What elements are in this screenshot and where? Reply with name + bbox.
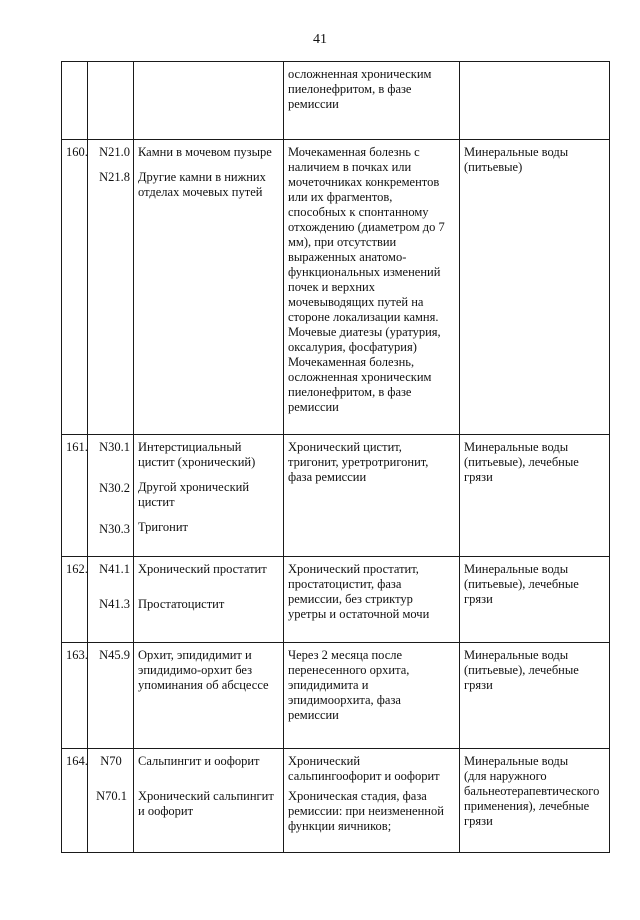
condition-line: функции яичников; <box>288 819 392 833</box>
resource-line: (питьевые) <box>464 160 523 174</box>
resource-line: (питьевые), лечебные <box>464 455 579 469</box>
condition-line: оксалурия, фосфатурия) <box>288 340 417 354</box>
disease-name-line: цистит (хронический) <box>138 455 256 469</box>
table-row-162 <box>62 557 610 643</box>
icd-code: N41.3 <box>99 597 130 611</box>
disease-name-line: упоминания об абсцессе <box>138 678 269 692</box>
condition-line: простатоцистит, фаза <box>288 577 402 591</box>
disease-name-line: Простатоцистит <box>138 597 225 611</box>
disease-name-line: Сальпингит и оофорит <box>138 754 260 768</box>
disease-name-line: Другие камни в нижних <box>138 170 266 184</box>
condition-line: отхождению (диаметром до 7 <box>288 220 445 234</box>
disease-name-line: Камни в мочевом пузыре <box>138 145 272 159</box>
condition-line: пиелонефритом, в фазе <box>288 82 412 96</box>
condition-line: сальпингоофорит и оофорит <box>288 769 440 783</box>
resource-cell <box>460 140 610 435</box>
condition-line: осложненная хроническим <box>288 67 432 81</box>
disease-name-line: Интерстициальный <box>138 440 242 454</box>
condition-line: Хроническая стадия, фаза <box>288 789 427 803</box>
disease-name-cell <box>134 557 284 643</box>
condition-line: мочеточниках конкрементов <box>288 175 440 189</box>
condition-line: эпидидимита и <box>288 678 369 692</box>
disease-name-cell <box>134 749 284 853</box>
resource-cell <box>460 643 610 749</box>
disease-name-cell <box>134 643 284 749</box>
row-number-cell: 161. <box>62 435 88 557</box>
condition-line: тригонит, уретротригонит, <box>288 455 429 469</box>
resource-cell <box>460 557 610 643</box>
table-row-163 <box>62 643 610 749</box>
disease-name-cell <box>134 62 284 140</box>
condition-line: ремиссии: при неизмененной <box>288 804 444 818</box>
condition-line: Мочекаменная болезнь, <box>288 355 415 369</box>
icd-code: N21.8 <box>99 170 130 184</box>
resource-line: грязи <box>464 678 493 692</box>
disease-name-line: эпидидимо-орхит без <box>138 663 253 677</box>
icd-code: N30.2 <box>99 481 130 495</box>
resource-line: грязи <box>464 470 493 484</box>
icd-code-cell <box>88 749 134 853</box>
condition-line: или их фрагментов, <box>288 190 393 204</box>
condition-line: ремиссии <box>288 400 339 414</box>
resource-line: (питьевые), лечебные <box>464 577 579 591</box>
condition-line: Хронический цистит, <box>288 440 402 454</box>
condition-line: пиелонефритом, в фазе <box>288 385 412 399</box>
condition-line: ремиссии, без стриктур <box>288 592 413 606</box>
row-number-cell <box>62 62 88 140</box>
icd-code: N41.1 <box>99 562 130 576</box>
condition-line: Хронический простатит, <box>288 562 419 576</box>
icd-code-cell <box>88 435 134 557</box>
disease-name-cell <box>134 140 284 435</box>
disease-name-line: Хронический сальпингит <box>138 789 274 803</box>
condition-line: Мочекаменная болезнь с <box>288 145 420 159</box>
disease-name-line: Орхит, эпидидимит и <box>138 648 252 662</box>
resource-line: грязи <box>464 814 493 828</box>
condition-line: эпидимоорхита, фаза <box>288 693 401 707</box>
condition-line: Через 2 месяца после <box>288 648 403 662</box>
disease-name-cell <box>134 435 284 557</box>
condition-cell <box>284 62 460 140</box>
disease-name-line: и оофорит <box>138 804 194 818</box>
resource-line: бальнеотерапевтического <box>464 784 600 798</box>
row-number-cell: 164. <box>62 749 88 853</box>
resource-line: применения), лечебные <box>464 799 590 813</box>
disease-resort-table <box>61 61 610 853</box>
disease-name-line: отделах мочевых путей <box>138 185 263 199</box>
resource-line: Минеральные воды <box>464 562 569 576</box>
resource-cell <box>460 435 610 557</box>
icd-code-cell <box>88 557 134 643</box>
icd-code: N30.1 <box>99 440 130 454</box>
resource-line: Минеральные воды <box>464 440 569 454</box>
disease-name-line: цистит <box>138 495 175 509</box>
condition-line: уретры и остаточной мочи <box>288 607 430 621</box>
resource-line: (питьевые), лечебные <box>464 663 579 677</box>
condition-cell <box>284 435 460 557</box>
page-number: 41 <box>313 32 327 47</box>
table-row-161 <box>62 435 610 557</box>
icd-code-cell <box>88 140 134 435</box>
icd-code: N30.3 <box>99 522 130 536</box>
condition-cell <box>284 557 460 643</box>
resource-line: Минеральные воды <box>464 648 569 662</box>
condition-line: Хронический <box>288 754 361 768</box>
disease-name-line: Тригонит <box>138 520 189 534</box>
icd-code-cell <box>88 643 134 749</box>
condition-cell <box>284 140 460 435</box>
condition-line: почек и верхних <box>288 280 375 294</box>
condition-line: фаза ремиссии <box>288 470 367 484</box>
icd-code: N21.0 <box>99 145 130 159</box>
resource-cell <box>460 62 610 140</box>
condition-line: Мочевые диатезы (уратурия, <box>288 325 441 339</box>
icd-code: N70 <box>100 754 122 768</box>
resource-cell <box>460 749 610 853</box>
condition-line: выраженных анатомо- <box>288 250 407 264</box>
icd-code-cell <box>88 62 134 140</box>
condition-cell <box>284 749 460 853</box>
condition-line: наличием в почках или <box>288 160 412 174</box>
condition-line: мочевыводящих путей на <box>288 295 424 309</box>
table-row-continuation <box>62 62 610 140</box>
row-number-cell: 163. <box>62 643 88 749</box>
condition-line: осложненная хроническим <box>288 370 432 384</box>
condition-line: стороне локализации камня. <box>288 310 439 324</box>
condition-line: способных к спонтанному <box>288 205 429 219</box>
resource-line: грязи <box>464 592 493 606</box>
condition-line: ремиссии <box>288 97 339 111</box>
condition-line: перенесенного орхита, <box>288 663 410 677</box>
row-number-cell: 162. <box>62 557 88 643</box>
icd-code: N70.1 <box>96 789 127 803</box>
disease-name-line: Другой хронический <box>138 480 250 494</box>
disease-name-line: Хронический простатит <box>138 562 267 576</box>
row-number-cell: 160. <box>62 140 88 435</box>
condition-line: функциональных изменений <box>288 265 441 279</box>
table-row-160 <box>62 140 610 435</box>
condition-cell <box>284 643 460 749</box>
condition-line: мм), при отсутствии <box>288 235 397 249</box>
table-row-164 <box>62 749 610 853</box>
resource-line: Минеральные воды <box>464 754 569 768</box>
condition-line: ремиссии <box>288 708 339 722</box>
resource-line: (для наружного <box>464 769 547 783</box>
icd-code: N45.9 <box>99 648 130 662</box>
resource-line: Минеральные воды <box>464 145 569 159</box>
